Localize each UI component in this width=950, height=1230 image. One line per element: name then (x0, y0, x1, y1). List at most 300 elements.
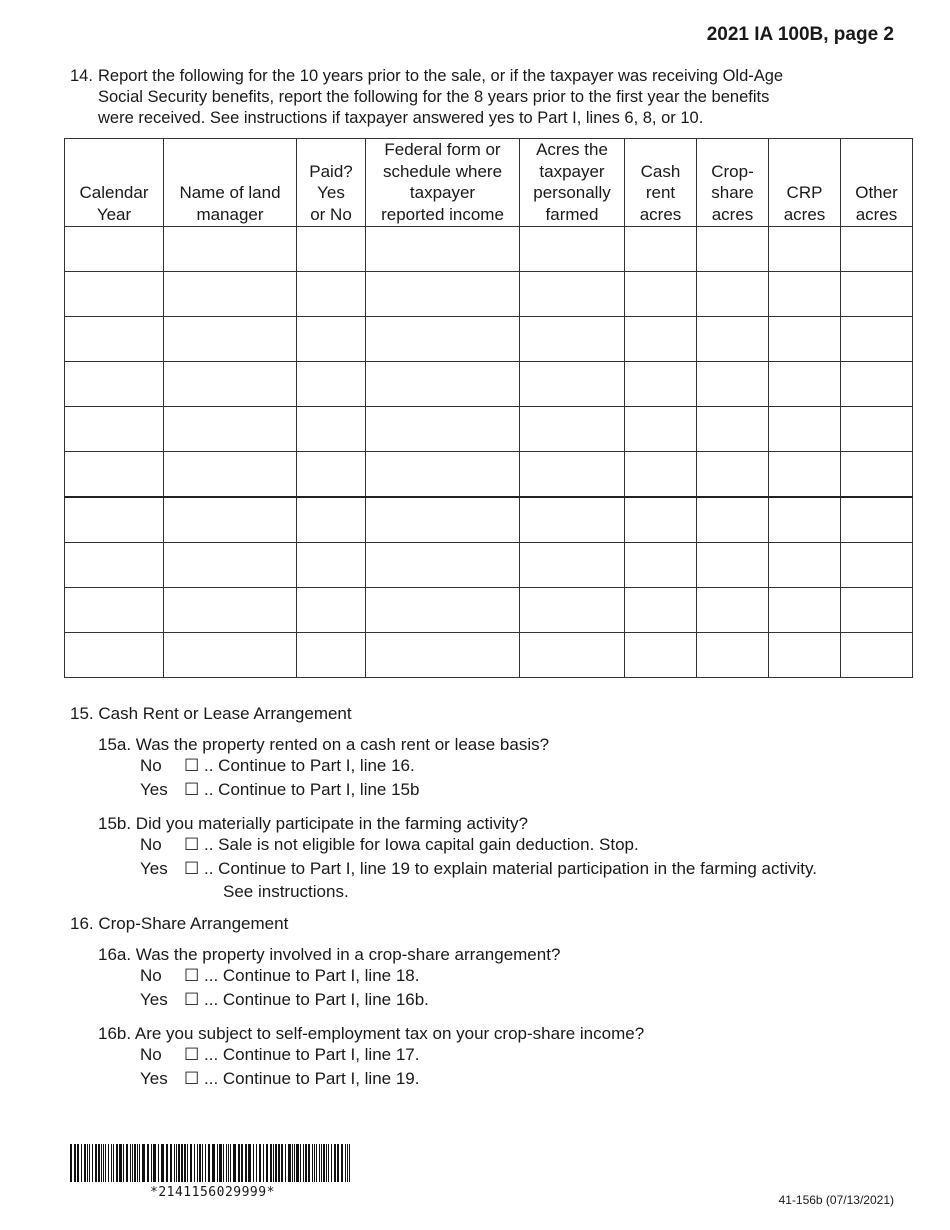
column-header-line: Federal form or (384, 140, 501, 159)
barcode-bar (134, 1144, 136, 1182)
column-header-line: taxpayer (539, 161, 605, 181)
cell-value (769, 407, 840, 451)
column-header-line: CRP (786, 183, 823, 202)
table-cell[interactable] (520, 272, 625, 317)
table-cell[interactable] (625, 633, 697, 678)
barcode-bar (300, 1144, 301, 1182)
question-text-line: Social Security benefits, report the following for the 8 years prior to the first year the benefits (98, 88, 770, 106)
cell-value (164, 452, 296, 496)
barcode-bar (292, 1144, 293, 1182)
table-cell[interactable] (769, 317, 841, 362)
column-header (625, 139, 697, 227)
table-cell[interactable] (841, 272, 913, 317)
barcode-bar (95, 1144, 97, 1182)
option-15b-yes (140, 859, 817, 879)
cell-value (164, 498, 296, 542)
cell-value (65, 633, 163, 677)
table-cell[interactable] (297, 543, 366, 588)
question-16b: 16b. Are you subject to self-employment tax on your crop-share income? (98, 1024, 645, 1043)
table-cell[interactable] (625, 588, 697, 633)
barcode-bar (147, 1144, 149, 1182)
checkbox-15a-yes[interactable]: ☐ (184, 780, 200, 799)
table-cell[interactable] (625, 362, 697, 407)
cell-value (769, 498, 840, 542)
table-cell[interactable] (769, 362, 841, 407)
barcode-bar (288, 1144, 291, 1182)
cell-value (164, 588, 296, 632)
option-label: No (140, 966, 162, 985)
barcode-bar (194, 1144, 195, 1182)
column-header-line: taxpayer (409, 183, 476, 202)
barcode-bar (219, 1144, 222, 1182)
cell-value (297, 588, 365, 632)
barcode-bar (205, 1144, 206, 1182)
table-cell[interactable] (625, 543, 697, 588)
option-label: Yes (140, 1069, 168, 1088)
cell-value (625, 317, 696, 361)
table-cell[interactable] (164, 452, 297, 498)
barcode-bar (341, 1144, 343, 1182)
table-cell[interactable] (297, 633, 366, 678)
cell-value (841, 272, 912, 316)
table-cell[interactable] (697, 272, 769, 317)
table-row (65, 227, 913, 272)
table-cell[interactable] (520, 452, 625, 498)
checkbox-15b-yes[interactable]: ☐ (184, 859, 200, 878)
cell-value (625, 543, 696, 587)
cell-value (625, 498, 696, 542)
column-header-line: Cash (640, 161, 681, 181)
option-label: No (140, 756, 162, 775)
cell-value (625, 407, 696, 451)
barcode-bar (308, 1144, 310, 1182)
table-cell[interactable] (697, 317, 769, 362)
barcode-bar (212, 1144, 215, 1182)
cell-value (697, 498, 768, 542)
barcode-bar (275, 1144, 277, 1182)
barcode-bar (253, 1144, 254, 1182)
cell-value (65, 362, 163, 406)
cell-value (520, 407, 624, 451)
cell-value (65, 272, 163, 316)
barcode-bar (296, 1144, 299, 1182)
question-15a: 15a. Was the property rented on a cash rent or lease basis? (98, 735, 550, 754)
table-cell[interactable] (841, 588, 913, 633)
table-row (65, 452, 913, 498)
barcode-bar (233, 1144, 236, 1182)
barcode-bar (142, 1144, 145, 1182)
table-cell[interactable] (65, 497, 164, 543)
option-label: Yes (140, 859, 168, 878)
column-header-line: farmed (545, 204, 599, 224)
cell-value (65, 498, 163, 542)
table-cell[interactable] (697, 407, 769, 452)
barcode-bar (208, 1144, 210, 1182)
cell-value (769, 633, 840, 677)
table-cell[interactable] (769, 227, 841, 272)
barcode-bar (89, 1144, 90, 1182)
barcode-bar (312, 1144, 313, 1182)
cell-value (769, 272, 840, 316)
barcode-bar (294, 1144, 295, 1182)
barcode-bar (266, 1144, 268, 1182)
cell-value (769, 588, 840, 632)
table-cell[interactable] (366, 272, 520, 317)
option-15a-yes (140, 780, 419, 800)
cell-value (520, 498, 624, 542)
table-cell[interactable] (65, 588, 164, 633)
table-cell[interactable] (366, 227, 520, 272)
cell-value (65, 227, 163, 271)
question-14 (70, 66, 890, 129)
cell-value (297, 633, 365, 677)
cell-value (65, 543, 163, 587)
barcode-bar (166, 1144, 168, 1182)
table-cell[interactable] (65, 317, 164, 362)
barcode-bar (331, 1144, 332, 1182)
cell-value (520, 452, 624, 496)
table-cell[interactable] (297, 362, 366, 407)
option-15b-yes-continued: See instructions. (223, 882, 349, 901)
option-15a-no (140, 756, 415, 776)
barcode-bar (199, 1144, 201, 1182)
barcode-bar (334, 1144, 336, 1182)
barcode-bar (108, 1144, 109, 1182)
cell-value (697, 633, 768, 677)
cell-value (520, 317, 624, 361)
table-cell[interactable] (65, 543, 164, 588)
barcode-bar (98, 1144, 100, 1182)
cell-value (625, 452, 696, 496)
barcode-bar (323, 1144, 325, 1182)
table-cell[interactable] (520, 227, 625, 272)
table-cell[interactable] (625, 227, 697, 272)
cell-value (697, 407, 768, 451)
table-cell[interactable] (65, 633, 164, 678)
table-cell[interactable] (164, 497, 297, 543)
cell-value (841, 498, 912, 542)
question-text-line: Report the following for the 10 years prior to the sale, or if the taxpayer was receiving Old-Age (98, 67, 784, 85)
barcode-bar (123, 1144, 124, 1182)
table-cell[interactable] (65, 452, 164, 498)
barcode-bar (181, 1144, 183, 1182)
option-label: Yes (140, 780, 168, 799)
barcode-bar (161, 1144, 164, 1182)
table-cell[interactable] (625, 317, 697, 362)
table-cell[interactable] (697, 633, 769, 678)
barcode-bar (248, 1144, 251, 1182)
table-cell[interactable] (841, 543, 913, 588)
barcode-bar (77, 1144, 79, 1182)
table-cell[interactable] (164, 317, 297, 362)
cell-value (366, 452, 519, 496)
barcode-bar (184, 1144, 186, 1182)
column-header-line: Year (96, 204, 132, 224)
barcode-bar (223, 1144, 224, 1182)
barcode-bar (111, 1144, 112, 1182)
cell-value (520, 272, 624, 316)
option-16b-no (140, 1045, 419, 1065)
barcode-bar (87, 1144, 88, 1182)
cell-value (520, 588, 624, 632)
table-cell[interactable] (65, 362, 164, 407)
table-cell[interactable] (769, 497, 841, 543)
barcode-bar (126, 1144, 128, 1182)
barcode-bar (105, 1144, 106, 1182)
table-cell[interactable] (366, 407, 520, 452)
table-cell[interactable] (769, 272, 841, 317)
table-cell[interactable] (297, 588, 366, 633)
question-15-title: 15. Cash Rent or Lease Arrangement (70, 704, 352, 723)
barcode-bar (238, 1144, 240, 1182)
column-header (520, 139, 625, 227)
cell-value (366, 272, 519, 316)
table-cell[interactable] (297, 272, 366, 317)
barcode-bar (176, 1144, 177, 1182)
table-cell[interactable] (366, 362, 520, 407)
column-header-line: personally (533, 183, 611, 202)
table-cell[interactable] (769, 543, 841, 588)
column-header-line: acres (639, 204, 682, 224)
option-16b-yes (140, 1069, 419, 1089)
option-label: No (140, 1045, 162, 1064)
table-cell[interactable] (841, 317, 913, 362)
cell-value (841, 227, 912, 271)
table-cell[interactable] (297, 317, 366, 362)
table-cell[interactable] (697, 227, 769, 272)
table-cell[interactable] (164, 543, 297, 588)
barcode-bar (314, 1144, 315, 1182)
table-cell[interactable] (769, 407, 841, 452)
barcode-bar (202, 1144, 203, 1182)
column-header-line: share (711, 183, 754, 202)
table-cell[interactable] (164, 272, 297, 317)
barcode-bar (170, 1144, 172, 1182)
cell-value (769, 452, 840, 496)
barcode-bar (245, 1144, 247, 1182)
table-cell[interactable] (697, 497, 769, 543)
table-cell[interactable] (841, 407, 913, 452)
barcode-bar (132, 1144, 133, 1182)
cell-value (520, 362, 624, 406)
cell-value (297, 227, 365, 271)
cell-value (697, 227, 768, 271)
table-cell[interactable] (520, 407, 625, 452)
table-cell[interactable] (520, 362, 625, 407)
checkbox-15a-no[interactable]: ☐ (184, 756, 200, 775)
table-cell[interactable] (769, 633, 841, 678)
cell-value (625, 227, 696, 271)
table-cell[interactable] (297, 452, 366, 498)
barcode-bar (256, 1144, 257, 1182)
table-cell[interactable] (841, 633, 913, 678)
barcode-bar (305, 1144, 307, 1182)
barcode-bar (116, 1144, 118, 1182)
table-cell[interactable] (697, 543, 769, 588)
table-cell[interactable] (164, 588, 297, 633)
table-cell[interactable] (625, 407, 697, 452)
table-cell[interactable] (625, 497, 697, 543)
cell-value (697, 362, 768, 406)
column-header-line: acres (711, 204, 754, 224)
cell-value (297, 272, 365, 316)
table-cell[interactable] (769, 588, 841, 633)
barcode-bar (178, 1144, 180, 1182)
barcode-bar (174, 1144, 175, 1182)
barcode-bar (70, 1144, 72, 1182)
cell-value (841, 362, 912, 406)
table-cell[interactable] (164, 362, 297, 407)
cell-value (841, 317, 912, 361)
table-cell[interactable] (841, 497, 913, 543)
column-header-line: rent (645, 183, 676, 202)
table-cell[interactable] (366, 497, 520, 543)
table-cell[interactable] (297, 407, 366, 452)
table-cell[interactable] (65, 407, 164, 452)
table-cell[interactable] (366, 588, 520, 633)
table-cell[interactable] (841, 362, 913, 407)
table-row (65, 362, 913, 407)
cell-value (297, 452, 365, 496)
table-cell[interactable] (520, 543, 625, 588)
barcode-text: *2141156029999* (150, 1185, 275, 1200)
checkbox-16a-yes[interactable]: ☐ (184, 990, 200, 1009)
question-text-line: were received. See instructions if taxpayer answered yes to Part I, lines 6, 8, or 10. (98, 109, 704, 127)
column-header-line: Acres the (536, 140, 608, 159)
table-cell[interactable] (65, 272, 164, 317)
table-row (65, 407, 913, 452)
table-cell[interactable] (769, 452, 841, 498)
option-text: .. Sale is not eligible for Iowa capital gain deduction. Stop. (204, 835, 639, 854)
column-header-line: acres (783, 204, 826, 224)
option-text: .. Continue to Part I, line 16. (204, 756, 415, 775)
cell-value (297, 407, 365, 451)
barcode-bar (326, 1144, 327, 1182)
table-cell[interactable] (366, 452, 520, 498)
table-cell[interactable] (841, 227, 913, 272)
table-cell[interactable] (697, 362, 769, 407)
barcode-bar (337, 1144, 339, 1182)
checkbox-16a-no[interactable]: ☐ (184, 966, 200, 985)
cell-value (366, 227, 519, 271)
question-16a: 16a. Was the property involved in a crop-share arrangement? (98, 945, 561, 964)
cell-value (297, 543, 365, 587)
column-header-line: or No (310, 204, 352, 224)
option-text: ... Continue to Part I, line 18. (204, 966, 420, 985)
barcode-bar (319, 1144, 320, 1182)
column-header (841, 139, 913, 227)
table-row (65, 633, 913, 678)
cell-value (769, 362, 840, 406)
option-text: .. Continue to Part I, line 19 to explain material participation in the farming activity. (204, 859, 817, 878)
table-cell[interactable] (366, 317, 520, 362)
cell-value (65, 452, 163, 496)
checkbox-16b-yes[interactable]: ☐ (184, 1069, 200, 1088)
cell-value (297, 317, 365, 361)
cell-value (841, 588, 912, 632)
cell-value (769, 227, 840, 271)
barcode-bar (347, 1144, 348, 1182)
table-row (65, 272, 913, 317)
barcode-bar (113, 1144, 114, 1182)
cell-value (366, 362, 519, 406)
table-row (65, 317, 913, 362)
option-label: Yes (140, 990, 168, 1009)
barcode-bar (101, 1144, 102, 1182)
column-header-line: Paid? (309, 161, 353, 181)
cell-value (164, 362, 296, 406)
column-header-line: Crop- (711, 161, 754, 181)
column-header-line: Calendar (79, 183, 149, 202)
column-header-line: acres (855, 204, 898, 224)
table-cell[interactable] (520, 317, 625, 362)
barcode-bar (151, 1144, 152, 1182)
cell-value (164, 227, 296, 271)
table-cell[interactable] (164, 227, 297, 272)
table-row (65, 543, 913, 588)
table-cell[interactable] (520, 633, 625, 678)
option-text: .. Continue to Part I, line 15b (204, 780, 420, 799)
column-header-line: manager (196, 204, 264, 224)
table-cell[interactable] (841, 452, 913, 498)
barcode-bar (217, 1144, 218, 1182)
ten-year-history-table (64, 138, 913, 678)
cell-value (625, 362, 696, 406)
column-header (297, 139, 366, 227)
cell-value (697, 588, 768, 632)
barcode-bar (197, 1144, 198, 1182)
table-cell[interactable] (164, 407, 297, 452)
barcode-bar (345, 1144, 346, 1182)
table-cell[interactable] (65, 227, 164, 272)
table-cell[interactable] (366, 543, 520, 588)
cell-value (697, 272, 768, 316)
barcode-bar (241, 1144, 243, 1182)
table-row (65, 588, 913, 633)
question-16-title: 16. Crop-Share Arrangement (70, 914, 289, 933)
table-cell[interactable] (520, 588, 625, 633)
cell-value (520, 227, 624, 271)
barcode-bar (153, 1144, 156, 1182)
barcode-bar (103, 1144, 104, 1182)
barcode-bar (92, 1144, 93, 1182)
barcode-bar (139, 1144, 140, 1182)
barcode-bar (281, 1144, 283, 1182)
cell-value (697, 452, 768, 496)
cell-value (841, 407, 912, 451)
cell-value (297, 362, 365, 406)
table-cell[interactable] (520, 497, 625, 543)
barcode-bar (81, 1144, 82, 1182)
form-id: 41-156b (07/13/2021) (778, 1193, 894, 1207)
table-cell[interactable] (297, 227, 366, 272)
cell-value (520, 633, 624, 677)
barcode-bar (119, 1144, 122, 1182)
option-text: ... Continue to Part I, line 17. (204, 1045, 420, 1064)
checkbox-16b-no[interactable]: ☐ (184, 1045, 200, 1064)
table-cell[interactable] (625, 452, 697, 498)
table-cell[interactable] (366, 633, 520, 678)
column-header-line: Yes (317, 183, 345, 202)
cell-value (297, 498, 365, 542)
barcode (70, 1144, 352, 1186)
checkbox-15b-no[interactable]: ☐ (184, 835, 200, 854)
table-cell[interactable] (164, 633, 297, 678)
table-cell[interactable] (697, 588, 769, 633)
table-cell[interactable] (697, 452, 769, 498)
table-cell[interactable] (625, 272, 697, 317)
table-cell[interactable] (297, 497, 366, 543)
